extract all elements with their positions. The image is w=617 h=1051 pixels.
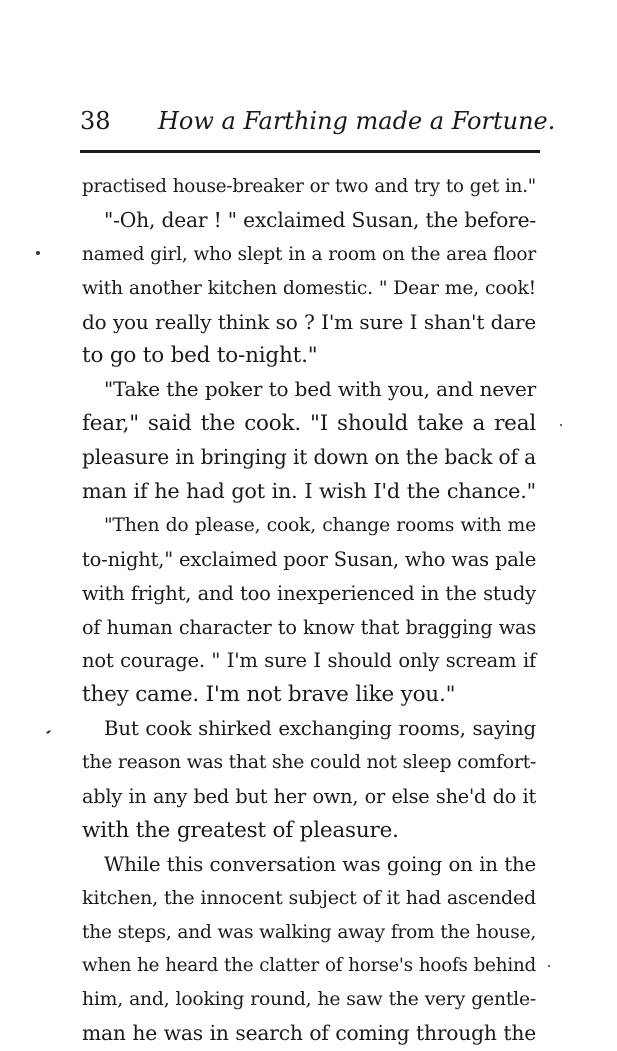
ink-speck <box>548 965 550 967</box>
text-line: of human character to know that bragging was <box>82 615 536 639</box>
text-line: "-Oh, dear ! " exclaimed Susan, the before- <box>104 207 536 232</box>
running-title: How a Farthing made a Fortune. <box>158 107 556 135</box>
text-line: the reason was that she could not sleep comfort- <box>82 752 537 774</box>
text-line: pleasure in bringing it down on the back of a <box>82 445 536 470</box>
text-line: man if he had got in. I wish I'd the chance." <box>82 479 536 504</box>
body-text <box>82 170 536 1051</box>
text-line: with fright, and too inexperienced in the study <box>82 581 536 605</box>
text-line: him, and, looking round, he saw the very gentle- <box>82 989 536 1011</box>
text-line: But cook shirked exchanging rooms, saying <box>104 717 536 741</box>
ink-speck <box>560 424 562 426</box>
text-line: to go to bed to-night." <box>82 343 318 369</box>
text-line: when he heard the clatter of horse's hoofs behind <box>82 955 536 977</box>
text-line: with another kitchen domestic. " Dear me, cook! <box>82 277 536 299</box>
text-line: "Take the poker to bed with you, and never <box>104 377 536 402</box>
text-line: not courage. " I'm sure I should only scream if <box>82 649 536 673</box>
page-number: 38 <box>80 107 111 135</box>
ink-speck <box>36 251 40 255</box>
text-line: practised house-breaker or two and try to get in." <box>82 176 536 197</box>
text-line: "Then do please, cook, change rooms with me <box>104 514 536 536</box>
text-line: man he was in search of coming through the <box>82 1021 536 1046</box>
text-line: they came. I'm not brave like you." <box>82 682 456 708</box>
header-rule <box>80 150 540 153</box>
running-head <box>80 104 556 138</box>
text-line: do you really think so ? I'm sure I shan't dare <box>82 309 536 334</box>
text-line: with the greatest of pleasure. <box>82 817 399 843</box>
text-line: the steps, and was walking away from the house, <box>82 921 536 943</box>
text-line: While this conversation was going on in the <box>104 852 536 876</box>
text-line: kitchen, the innocent subject of it had ascended <box>82 886 536 909</box>
text-line: to-night," exclaimed poor Susan, who was pale <box>82 547 537 571</box>
text-line: ably in any bed but her own, or else she'd do it <box>82 785 536 809</box>
text-line: named girl, who slept in a room on the area floor <box>82 243 536 265</box>
text-line: fear," said the cook. "I should take a real <box>82 411 536 437</box>
ink-speck <box>46 730 51 735</box>
